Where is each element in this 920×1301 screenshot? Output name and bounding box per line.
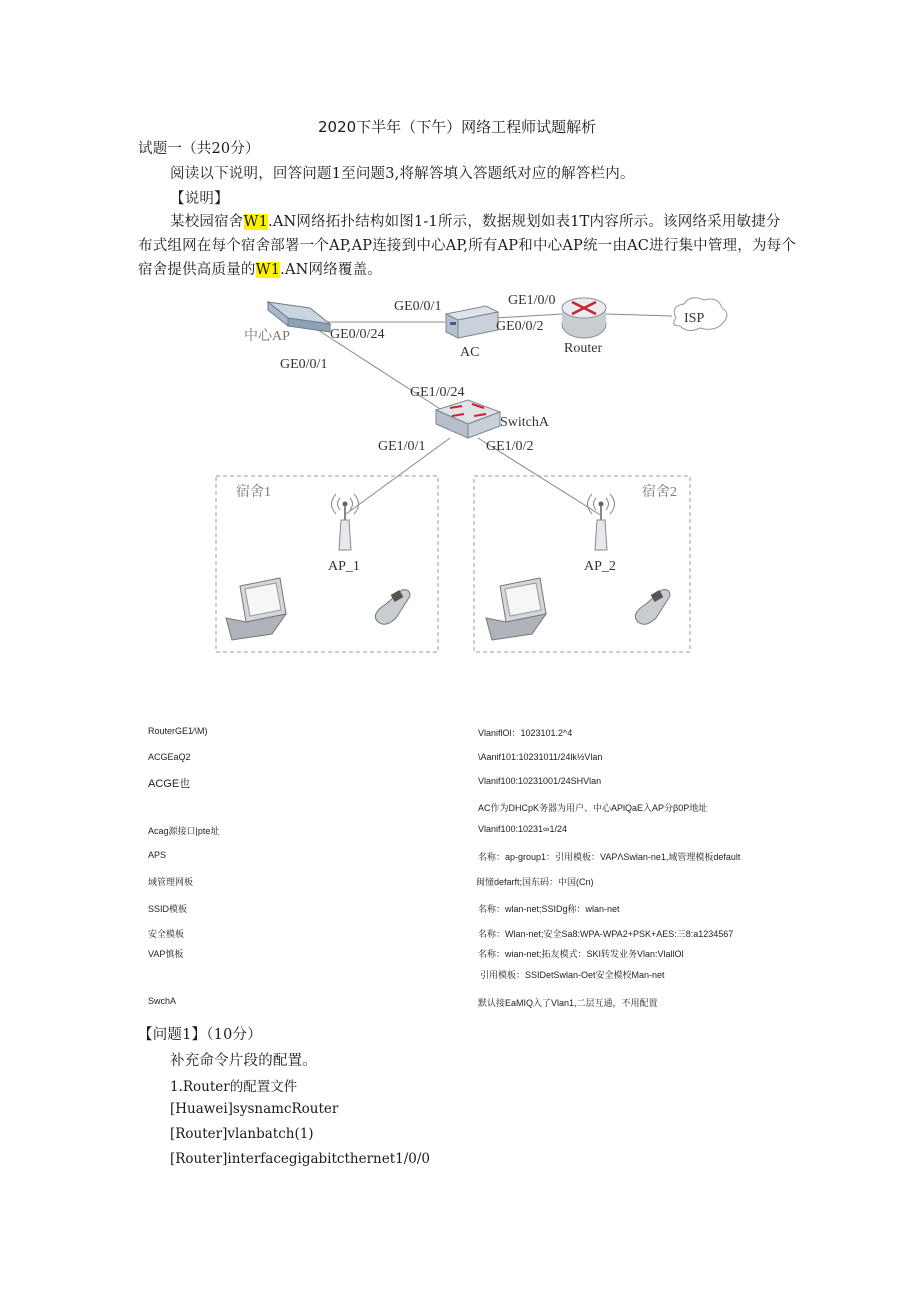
label-ge102: GE1/0/2 xyxy=(486,439,534,454)
label-center-ap: 中心AP xyxy=(244,329,290,344)
highlight-mark: W1 xyxy=(255,262,281,278)
table-left-1: ACGEaQ2 xyxy=(148,752,191,762)
label-ge001-top: GE0/0/1 xyxy=(394,299,442,314)
table-left-5: 域管理网板 xyxy=(148,877,194,887)
paragraph-line-2: 布式组网在每个宿舍部署一个AP,AP连接到中心AP,所有AP和中心AP统一由AC进行集中管理，为每个 xyxy=(138,238,797,254)
table-right-11: 默认接EaMIQ入了Vlan1,二层互通，不用配置 xyxy=(478,998,658,1008)
router-device xyxy=(562,298,606,338)
label-router: Router xyxy=(564,341,603,356)
center-ap-device xyxy=(268,302,330,332)
label-dorm2: 宿舍2 xyxy=(642,485,677,500)
table-left-4: APS xyxy=(148,850,167,860)
table-right-4: Vlanif100:10231∞1/24 xyxy=(478,824,567,834)
explain-label: 【说明】 xyxy=(170,191,229,207)
paragraph-line-1 xyxy=(170,210,781,231)
table-right-0: VlaniflOl：1023101.2^4 xyxy=(478,728,573,738)
label-ap2: AP_2 xyxy=(584,559,616,574)
table-right-1: \Aanif101:10231011/24lk½Vlan xyxy=(478,752,603,762)
table-right-10: 引用模板：SSIDetSwlan-Oet安全模校Man-net xyxy=(480,970,665,980)
label-ge100: GE1/0/0 xyxy=(508,293,556,308)
page-title: 2020下半年（下午）网络工程师试题解析 xyxy=(318,118,597,136)
link-centerap-switch xyxy=(318,330,448,414)
para-text: .AN网络拓扑结构如图1-1所示，数据规划如表1T内容所示。该网络采用敏捷分 xyxy=(268,214,781,230)
label-switcha: SwitchA xyxy=(500,415,549,430)
phone-icon-2 xyxy=(635,590,670,625)
label-isp: ISP xyxy=(684,311,705,326)
laptop-icon-1 xyxy=(226,578,286,640)
label-ge002: GE0/0/2 xyxy=(496,319,544,334)
question1-heading: 【问题1】（10分） xyxy=(138,1027,262,1043)
section-heading: 试题一（共20分） xyxy=(138,141,260,157)
table-left-9: SwchA xyxy=(148,996,177,1006)
config-title: 1.Router的配置文件 xyxy=(170,1079,298,1095)
table-right-9: 名称：wian-net;拓友模式：SKI转发业务Vlan:VlallOl xyxy=(478,949,684,959)
laptop-icon-2 xyxy=(486,578,546,640)
table-right-6: 闽憧defarft;国东码：中国(Cn) xyxy=(476,877,594,887)
table-left-7: 安全模板 xyxy=(148,929,185,939)
table-left-3: Acag源接口|pte址 xyxy=(148,826,220,836)
label-ac: AC xyxy=(460,345,480,360)
table-right-7: 名称：wlan-net;SSIDg称：wlan-net xyxy=(478,904,620,914)
label-ge001-left: GE0/0/1 xyxy=(280,357,328,372)
label-ge101: GE1/0/1 xyxy=(378,439,426,454)
ac-device xyxy=(446,306,498,338)
link-ac-router xyxy=(495,314,562,318)
label-ap1: AP_1 xyxy=(328,559,360,574)
table-right-2: Vlanif100:10231001/24SHVlan xyxy=(478,776,602,786)
table-right-3: AC作为DHCpK务器为用户、中心APlQaE入AP分β0P地址 xyxy=(478,803,708,813)
label-ge0024: GE0/0/24 xyxy=(330,327,385,342)
ap2-device xyxy=(588,494,615,550)
label-dorm1: 宿舍1 xyxy=(236,485,271,500)
question1-instruction: 补充命令片段的配置。 xyxy=(170,1053,317,1069)
table-right-5: 名称：ap-group1：引用模板：VAPΛSwlan-ne1,域管理模板default xyxy=(478,852,741,862)
para-text: .AN网络覆盖。 xyxy=(280,262,383,278)
switcha-device xyxy=(436,400,500,438)
code-line-1: [Huawei]sysnamcRouter xyxy=(170,1101,339,1117)
code-line-2: [Router]vlanbatch(1) xyxy=(170,1126,314,1142)
phone-icon-1 xyxy=(375,590,410,625)
paragraph-line-3 xyxy=(138,258,382,279)
para-text: 宿舍提供高质量的 xyxy=(138,262,256,278)
label-ge1024: GE1/0/24 xyxy=(410,385,465,400)
table-right-8: 名称：Wlan-net;安全Sa8:WPA-WPA2+PSK+AES:三8:a1234567 xyxy=(478,929,734,939)
topology-diagram xyxy=(210,288,730,660)
table-left-0: RouterGE1⁄\M) xyxy=(148,726,208,736)
intro-text: 阅读以下说明，回答问题1至问题3,将解答填入答题纸对应的解答栏内。 xyxy=(170,166,635,182)
table-left-8: VAP慎板 xyxy=(148,949,184,959)
para-text: 某校园宿舍 xyxy=(170,214,244,230)
table-left-2: ACGE也 xyxy=(148,778,191,790)
ap1-device xyxy=(332,494,359,550)
highlight-mark: W1 xyxy=(243,214,269,230)
link-router-isp xyxy=(605,314,672,316)
table-left-6: SSID模板 xyxy=(148,904,188,914)
code-line-3: [Router]interfacegigabitcthernet1/0/0 xyxy=(170,1151,430,1167)
